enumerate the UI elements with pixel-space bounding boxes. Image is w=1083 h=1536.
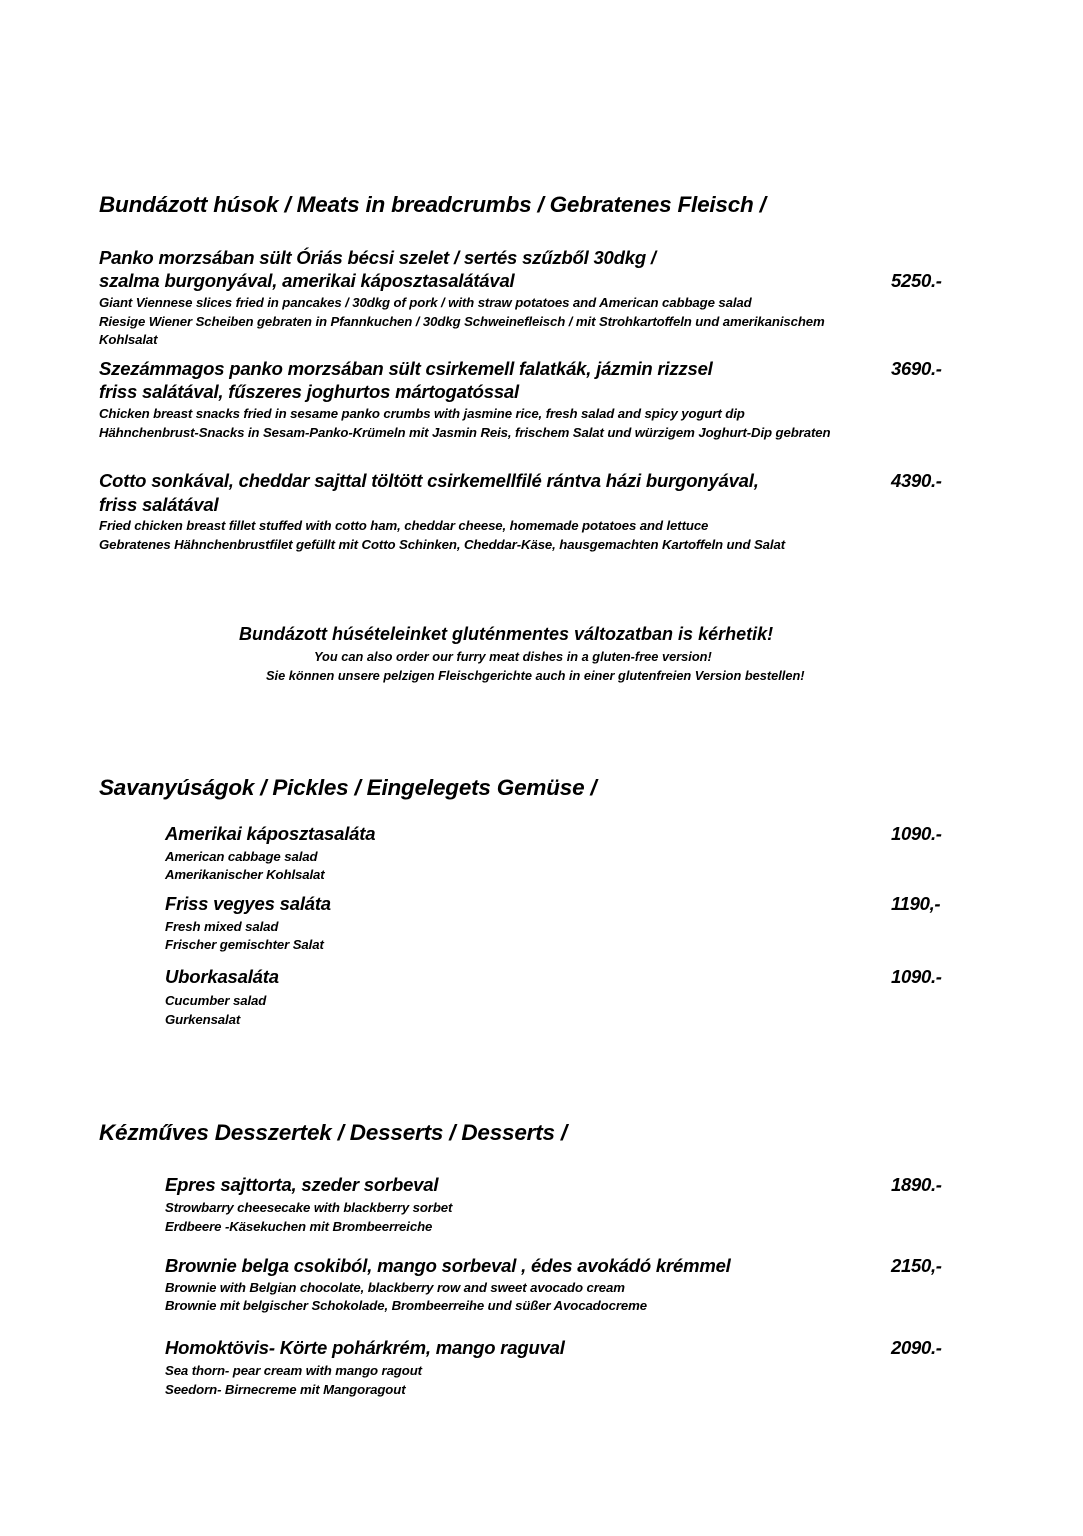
item-name: Szezámmagos panko morzsában sült csirkemell falatkák, jázmin rizzsel bbox=[99, 358, 713, 379]
item-name: Homoktövis- Körte pohárkrém, mango raguval bbox=[165, 1337, 565, 1358]
item-price: 1090.- bbox=[891, 823, 942, 844]
item-desc-en: Sea thorn- pear cream with mango ragout bbox=[165, 1363, 422, 1378]
item-price: 1190,- bbox=[891, 893, 941, 914]
item-desc-de: Amerikanischer Kohlsalat bbox=[165, 867, 325, 882]
item-desc-de: Kohlsalat bbox=[99, 332, 158, 347]
item-name: szalma burgonyával, amerikai káposztasalátával bbox=[99, 270, 515, 291]
item-name: Panko morzsában sült Óriás bécsi szelet / sertés szűzből 30dkg / bbox=[99, 247, 656, 268]
item-desc-de: Frischer gemischter Salat bbox=[165, 937, 324, 952]
gluten-note-en: You can also order our furry meat dishes in a gluten-free version! bbox=[314, 649, 712, 664]
item-name: Uborkasaláta bbox=[165, 966, 279, 987]
item-name: Epres sajttorta, szeder sorbeval bbox=[165, 1174, 439, 1195]
item-name: friss salátával, fűszeres joghurtos mártogatóssal bbox=[99, 381, 519, 402]
item-desc-de: Gebratenes Hähnchenbrustfilet gefüllt mit Cotto Schinken, Cheddar-Käse, hausgemachten Kartoffeln und Salat bbox=[99, 537, 786, 552]
item-desc-de: Erdbeere -Käsekuchen mit Brombeerreiche bbox=[165, 1219, 433, 1234]
item-desc-en: Brownie with Belgian chocolate, blackberry row and sweet avocado cream bbox=[165, 1280, 625, 1295]
item-name: Cotto sonkával, cheddar sajttal töltött csirkemellfilé rántva házi burgonyával, bbox=[99, 470, 759, 491]
item-name: Brownie belga csokiból, mango sorbeval , édes avokádó krémmel bbox=[165, 1255, 731, 1276]
item-desc-de: Brownie mit belgischer Schokolade, Brombeerreihe und süßer Avocadocreme bbox=[165, 1298, 647, 1313]
item-price: 1090.- bbox=[891, 966, 942, 987]
gluten-note-de: Sie können unsere pelzigen Fleischgerichte auch in einer glutenfreien Version bestellen! bbox=[266, 668, 805, 683]
item-desc-en: Cucumber salad bbox=[165, 993, 267, 1008]
item-price: 1890.- bbox=[891, 1174, 942, 1195]
section-title-pickles: Savanyúságok / Pickles / Eingelegets Gemüse / bbox=[99, 775, 597, 800]
item-price: 4390.- bbox=[891, 470, 942, 491]
item-desc-en: Fresh mixed salad bbox=[165, 919, 279, 934]
item-price: 3690.- bbox=[891, 358, 942, 379]
item-price: 2090.- bbox=[891, 1337, 942, 1358]
item-desc-de: Hähnchenbrust-Snacks in Sesam-Panko-Krümeln mit Jasmin Reis, frischem Salat und würzigem Joghurt-Dip gebraten bbox=[99, 425, 831, 440]
gluten-note-hu: Bundázott húsételeinket gluténmentes változatban is kérhetik! bbox=[239, 624, 774, 644]
section-title-breaded: Bundázott húsok / Meats in breadcrumbs / Gebratenes Fleisch / bbox=[99, 192, 766, 217]
item-name: Amerikai káposztasaláta bbox=[165, 823, 376, 844]
item-name: Friss vegyes saláta bbox=[165, 893, 331, 914]
item-desc-de: Gurkensalat bbox=[165, 1012, 241, 1027]
item-name: friss salátával bbox=[99, 494, 219, 515]
item-desc-en: Chicken breast snacks fried in sesame panko crumbs with jasmine rice, fresh salad and spicy yogurt dip bbox=[99, 406, 745, 421]
item-desc-en: Fried chicken breast fillet stuffed with cotto ham, cheddar cheese, homemade potatoes and lettuce bbox=[99, 518, 709, 533]
item-desc-en: Giant Viennese slices fried in pancakes / 30dkg of pork / with straw potatoes and American cabbage salad bbox=[99, 295, 752, 310]
item-price: 2150,- bbox=[891, 1255, 942, 1276]
item-desc-en: Strowbarry cheesecake with blackberry sorbet bbox=[165, 1200, 453, 1215]
item-desc-en: American cabbage salad bbox=[165, 849, 318, 864]
item-desc-de: Riesige Wiener Scheiben gebraten in Pfannkuchen / 30dkg Schweinefleisch / mit Strohkartoffeln und amerikanischem bbox=[99, 314, 825, 329]
item-desc-de: Seedorn- Birnecreme mit Mangoragout bbox=[165, 1382, 406, 1397]
item-price: 5250.- bbox=[891, 270, 942, 291]
section-title-desserts: Kézműves Desszertek / Desserts / Desserts / bbox=[99, 1120, 567, 1145]
